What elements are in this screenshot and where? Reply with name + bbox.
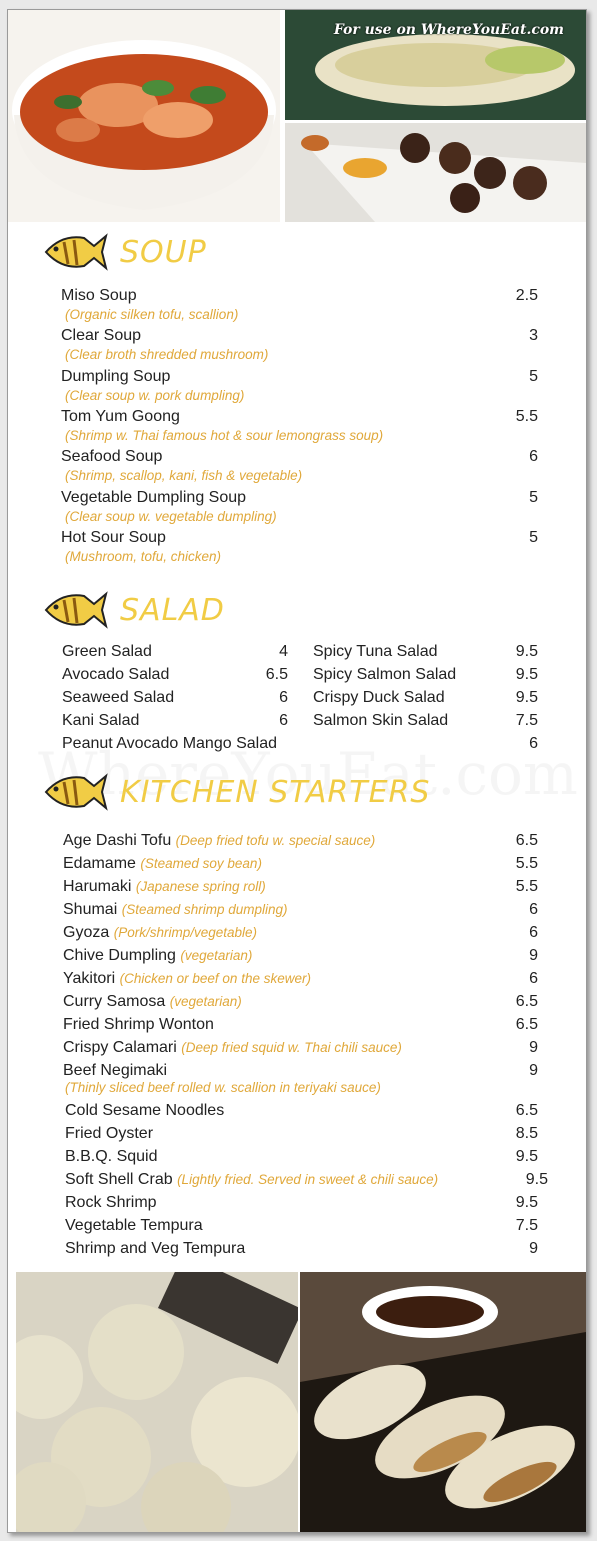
item-price: 5.5 xyxy=(515,855,538,872)
item-desc: (Deep fried squid w. Thai chili sauce) xyxy=(181,1040,402,1055)
soup-item-clear xyxy=(61,327,141,345)
soup-item-hot-sour xyxy=(61,529,166,547)
item-desc: (Lightly fried. Served in sweet & chili sauce) xyxy=(177,1172,439,1187)
item-name: Shumai xyxy=(63,901,118,918)
starter-item xyxy=(65,1240,245,1258)
item-desc: (Steamed soy bean) xyxy=(140,856,262,871)
item-name: Crispy Calamari xyxy=(63,1039,177,1056)
salad-item-wide: Peanut Avocado Mango Salad xyxy=(62,735,277,752)
item-name: Gyoza xyxy=(63,924,110,941)
gyoza-photo xyxy=(300,1272,586,1532)
item-desc: (Chicken or beef on the skewer) xyxy=(119,971,311,986)
item-name: Rock Shrimp xyxy=(65,1194,157,1211)
item-desc: (vegetarian) xyxy=(180,948,253,963)
item-desc: (Deep fried tofu w. special sauce) xyxy=(175,833,376,848)
item-desc: (Japanese spring roll) xyxy=(135,879,266,894)
salad-item: Spicy Tuna Salad xyxy=(313,643,438,660)
soup-item-seafood xyxy=(61,448,162,466)
salad-heading xyxy=(44,588,225,632)
soup-item-miso xyxy=(61,287,137,305)
item-name: Vegetable Tempura xyxy=(65,1217,203,1234)
soup-item-veg-dumpling xyxy=(61,489,246,507)
item-price: 9 xyxy=(529,947,538,964)
item-price: 8.5 xyxy=(515,1125,538,1142)
item-name: Dumpling Soup xyxy=(61,368,171,385)
starter-item xyxy=(63,993,242,1011)
item-price: 5.5 xyxy=(515,878,538,895)
item-name: Tom Yum Goong xyxy=(61,408,180,425)
salad-item: Avocado Salad xyxy=(62,666,170,683)
item-name: Shrimp and Veg Tempura xyxy=(65,1240,246,1257)
item-desc: (Clear broth shredded mushroom) xyxy=(65,347,269,362)
item-price: 6 xyxy=(529,448,538,465)
item-desc: (Clear soup w. pork dumpling) xyxy=(65,388,245,403)
item-price: 5 xyxy=(529,368,538,385)
starter-item xyxy=(65,1102,224,1120)
item-price: 9.5 xyxy=(515,643,538,660)
salad-item: Salmon Skin Salad xyxy=(313,712,449,729)
item-desc: (Clear soup w. vegetable dumpling) xyxy=(65,509,277,524)
salad-item: Kani Salad xyxy=(62,712,140,729)
item-name: Soft Shell Crab xyxy=(65,1171,173,1188)
item-price: 7.5 xyxy=(515,1217,538,1234)
item-price: 9 xyxy=(529,1062,538,1079)
fish-icon xyxy=(44,772,108,812)
item-name: Seafood Soup xyxy=(61,448,163,465)
item-price: 9.5 xyxy=(515,1194,538,1211)
starter-item xyxy=(65,1148,158,1166)
item-name: Harumaki xyxy=(63,878,132,895)
item-price: 6 xyxy=(529,970,538,987)
item-price: 6.5 xyxy=(515,1102,538,1119)
salad-item: Spicy Salmon Salad xyxy=(313,666,457,683)
soup-item-dumpling xyxy=(61,368,170,386)
item-name: Vegetable Dumpling Soup xyxy=(61,489,247,506)
fish-icon xyxy=(44,590,108,630)
item-price: 6 xyxy=(529,735,538,752)
watermark-top: For use on WhereYouEat.com xyxy=(333,22,564,38)
item-desc: (Shrimp, scallop, kani, fish & vegetable) xyxy=(65,468,303,483)
item-desc: (Steamed shrimp dumpling) xyxy=(121,902,288,917)
item-price: 5 xyxy=(529,529,538,546)
item-price: 9 xyxy=(529,1039,538,1056)
starter-item xyxy=(63,970,311,988)
item-price: 6 xyxy=(529,924,538,941)
salad-item: Seaweed Salad xyxy=(62,689,175,706)
item-price: 6.5 xyxy=(515,832,538,849)
starter-item xyxy=(63,855,262,873)
negimaki-photo xyxy=(285,123,586,222)
starter-item xyxy=(63,1016,214,1034)
salad-item: Green Salad xyxy=(62,643,152,660)
starter-item xyxy=(65,1194,157,1212)
starter-item xyxy=(63,1039,402,1057)
item-name: B.B.Q. Squid xyxy=(65,1148,158,1165)
item-price: 5.5 xyxy=(515,408,538,425)
item-name: Curry Samosa xyxy=(63,993,166,1010)
salad-title: SALAD xyxy=(120,592,225,628)
item-price: 4 xyxy=(279,643,288,660)
starter-item xyxy=(65,1217,203,1235)
item-name: Yakitori xyxy=(63,970,116,987)
salad-item: Crispy Duck Salad xyxy=(313,689,445,706)
soup-heading xyxy=(44,230,207,274)
item-price: 9.5 xyxy=(525,1171,548,1188)
starter-item xyxy=(63,947,252,965)
starter-item xyxy=(65,1171,438,1189)
starter-item xyxy=(63,1062,167,1080)
soup-title: SOUP xyxy=(120,234,207,270)
item-price: 6 xyxy=(529,901,538,918)
item-price: 9.5 xyxy=(515,689,538,706)
item-price: 6.5 xyxy=(265,666,288,683)
soup-item-tom-yum xyxy=(61,408,180,426)
item-name: Miso Soup xyxy=(61,287,137,304)
item-desc: (Pork/shrimp/vegetable) xyxy=(113,925,258,940)
item-desc: (vegetarian) xyxy=(169,994,242,1009)
item-name: Chive Dumpling xyxy=(63,947,176,964)
item-desc: (Shrimp w. Thai famous hot & sour lemongrass soup) xyxy=(65,428,384,443)
item-name: Clear Soup xyxy=(61,327,142,344)
starter-item xyxy=(63,832,375,850)
starters-title: KITCHEN STARTERS xyxy=(120,774,431,810)
item-price: 2.5 xyxy=(515,287,538,304)
item-desc: (Mushroom, tofu, chicken) xyxy=(65,549,222,564)
fish-icon xyxy=(44,232,108,272)
starter-item xyxy=(65,1125,153,1143)
starter-item xyxy=(63,901,288,919)
item-name: Beef Negimaki xyxy=(63,1062,168,1079)
item-price: 6.5 xyxy=(515,993,538,1010)
item-desc: (Organic silken tofu, scallion) xyxy=(65,307,239,322)
item-price: 6.5 xyxy=(515,1016,538,1033)
item-price: 3 xyxy=(529,327,538,344)
item-name: Hot Sour Soup xyxy=(61,529,166,546)
soup-photo xyxy=(8,10,280,222)
starter-item xyxy=(63,878,266,896)
shumai-photo xyxy=(16,1272,298,1532)
starters-heading xyxy=(44,770,430,814)
item-name: Cold Sesame Noodles xyxy=(65,1102,225,1119)
item-price: 9 xyxy=(529,1240,538,1257)
starter-item xyxy=(63,924,257,942)
item-name: Age Dashi Tofu xyxy=(63,832,172,849)
item-price: 6 xyxy=(279,712,288,729)
menu-page xyxy=(7,9,587,1533)
item-price: 9.5 xyxy=(515,666,538,683)
item-name: Edamame xyxy=(63,855,136,872)
item-price: 6 xyxy=(279,689,288,706)
item-price: 9.5 xyxy=(515,1148,538,1165)
item-price: 5 xyxy=(529,489,538,506)
item-name: Fried Shrimp Wonton xyxy=(63,1016,214,1033)
item-name: Fried Oyster xyxy=(65,1125,154,1142)
item-desc: (Thinly sliced beef rolled w. scallion in teriyaki sauce) xyxy=(65,1080,381,1095)
item-price: 7.5 xyxy=(515,712,538,729)
